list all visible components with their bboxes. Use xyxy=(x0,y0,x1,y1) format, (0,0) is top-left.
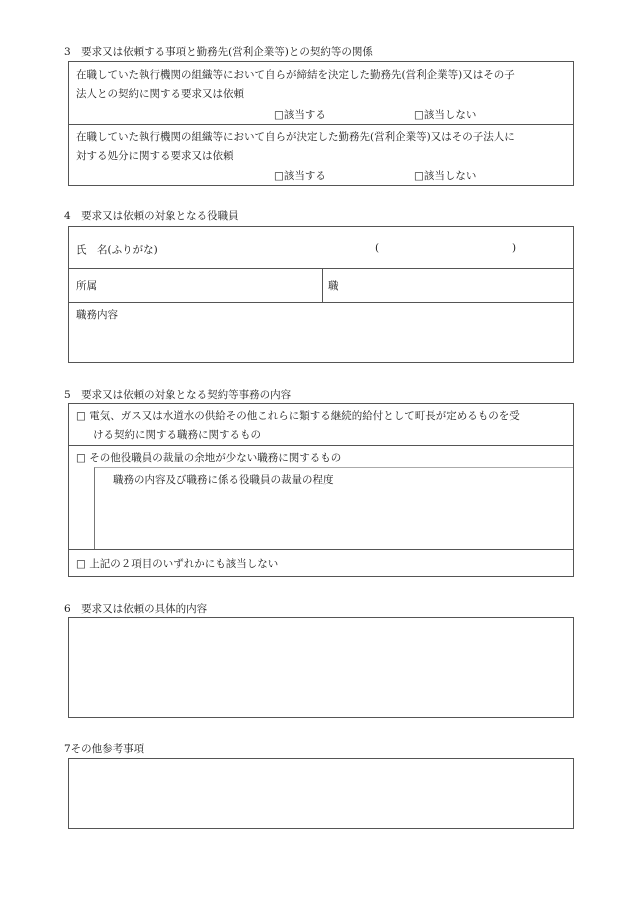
option-3[interactable]: □ 上記の２項目のいずれかにも該当しない xyxy=(76,558,279,570)
divider xyxy=(69,302,573,303)
q2-no-checkbox[interactable]: □該当しない xyxy=(414,170,477,182)
q1-text-line1: 在職していた執行機関の組織等において自らが締結を決定した勤務先(営利企業等)又はその子 xyxy=(76,69,515,81)
q2-text-line1: 在職していた執行機関の組織等において自らが決定した勤務先(営利企業等)又はその子法人に xyxy=(76,131,515,143)
furigana-open-paren: ( xyxy=(375,242,380,254)
section-6-box[interactable] xyxy=(68,617,574,718)
q1-text-line2: 法人との契約に関する要求又は依頼 xyxy=(76,88,244,100)
section-7-title: 7その他参考事項 xyxy=(64,743,145,755)
divider xyxy=(69,268,573,269)
duty-label: 職務内容 xyxy=(76,309,118,321)
section-6-title: 6 要求又は依頼の具体的内容 xyxy=(64,603,208,615)
q1-no-checkbox[interactable]: □該当しない xyxy=(414,109,477,121)
option-1-line2: ける契約に関する職務に関するもの xyxy=(93,429,261,441)
q1-yes-checkbox[interactable]: □該当する xyxy=(274,109,326,121)
divider xyxy=(69,445,573,446)
section-4-title: 4 要求又は依頼の対象となる役職員 xyxy=(64,210,239,222)
post-label: 職 xyxy=(328,280,339,292)
section-5-title: 5 要求又は依頼の対象となる契約等事務の内容 xyxy=(64,389,292,401)
column-divider xyxy=(322,268,323,302)
q2-text-line2: 対する処分に関する要求又は依頼 xyxy=(76,150,234,162)
option-1-line1[interactable]: □ 電気、ガス又は水道水の供給その他これらに類する継続的給付として町長が定めるものを受 xyxy=(76,410,520,422)
option-2[interactable]: □ その他役職員の裁量の余地が少ない職務に関するもの xyxy=(76,452,342,464)
dept-label: 所属 xyxy=(76,280,97,292)
section-3-table xyxy=(68,61,574,186)
divider xyxy=(69,124,573,125)
section-5-table xyxy=(68,403,574,577)
section-7-box[interactable] xyxy=(68,758,574,829)
option-2-detail-label: 職務の内容及び職務に係る役職員の裁量の程度 xyxy=(113,474,334,486)
section-3-title: 3 要求又は依頼する事項と勤務先(営利企業等)との契約等の関係 xyxy=(64,46,373,58)
furigana-close-paren: ) xyxy=(512,242,517,254)
divider xyxy=(69,549,573,550)
section-4-table xyxy=(68,226,574,363)
name-label: 氏 名(ふりがな) xyxy=(76,244,158,256)
q2-yes-checkbox[interactable]: □該当する xyxy=(274,170,326,182)
